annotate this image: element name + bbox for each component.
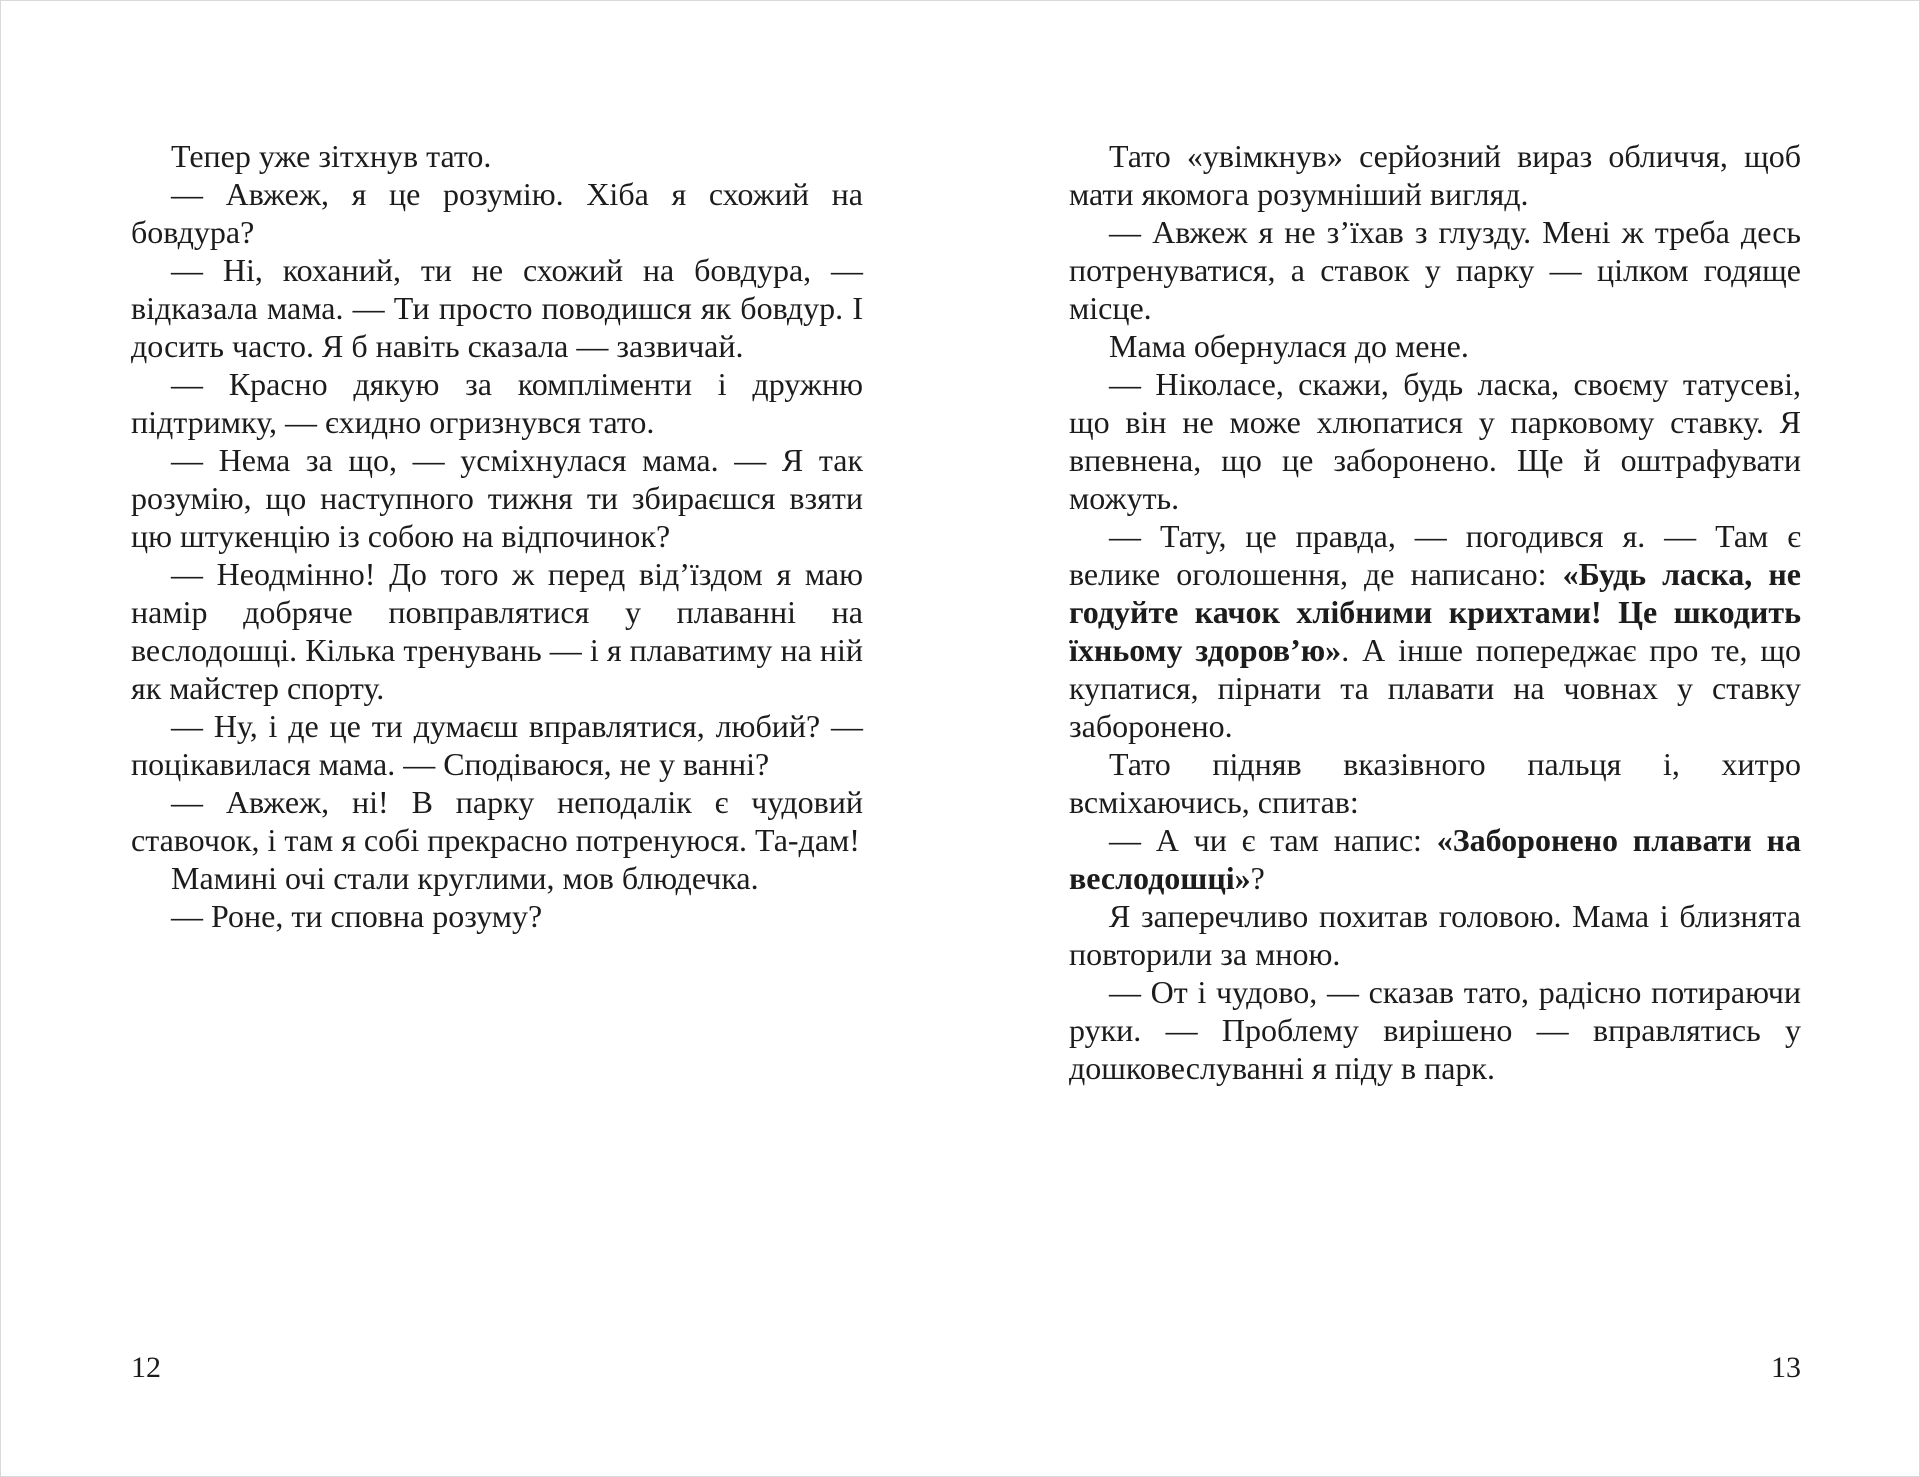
paragraph [131,175,863,251]
page-number-right: 13 [1771,1351,1801,1384]
paragraph [131,365,863,441]
paragraph [131,555,863,707]
paragraph [131,783,863,859]
text-run: — Роне, ти сповна розуму? [171,898,543,934]
text-run: Тепер уже зітхнув тато. [171,138,492,174]
text-run: — Авжеж я не з’їхав з глузду. Мені ж треба десь потренуватися, а ставок у парку — цілком годяще місце. [1069,214,1801,326]
text-run: Мама обернулася до мене. [1109,328,1469,364]
paragraph [1069,517,1801,745]
paragraph [1069,327,1801,365]
paragraph [131,897,863,935]
paragraph [1069,213,1801,327]
text-run: — Красно дякую за компліменти і дружню підтримку, — єхидно огризнувся тато. [131,366,863,440]
text-run: — Тату, це правда, — погодився я. — Там є велике оголошення, де написано: [1069,518,1801,592]
text-run: — От і чудово, — сказав тато, радісно потираючи руки. — Проблему вирішено — вправлятись у дошковеслуванні я піду в парк. [1069,974,1801,1086]
text-run: ? [1250,860,1265,896]
text-run: — Авжеж, я це розумію. Хіба я схожий на бовдура? [131,176,863,250]
text-run: Мамині очі стали круглими, мов блюдечка. [171,860,759,896]
paragraph [131,707,863,783]
paragraph [1069,365,1801,517]
text-run: Я заперечливо похитав головою. Мама і близнята повторили за мною. [1069,898,1801,972]
bold-text-run: «Заборонено плавати на веслодошці» [1069,822,1802,896]
paragraph [1069,137,1801,213]
paragraph [1069,821,1801,897]
bold-text-run: «Будь ласка, не годуйте качок хлібними крихтами! Це шкодить їхньому здоров’ю» [1069,556,1802,668]
text-run: — Ніколасе, скажи, будь ласка, своєму татусеві, що він не може хлюпатися у парковому ставку. Я впевнена, що це заборонено. Ще й оштрафувати можуть. [1069,366,1801,516]
paragraph [1069,973,1801,1087]
text-run: — Нема за що, — усміхнулася мама. — Я так розумію, що наступного тижня ти збираєшся взяти цю штукенцію із собою на відпочинок? [131,442,863,554]
text-run: — Ну, і де це ти думаєш вправлятися, любий? — поцікавилася мама. — Сподіваюся, не у ванні? [131,708,863,782]
paragraph [131,441,863,555]
text-run: — А чи є там напис: [1109,822,1437,858]
page-left-text [131,137,863,935]
text-run: — Неодмінно! До того ж перед від’їздом я маю намір добряче повправлятися у плаванні на веслодошці. Кілька тренувань — і я плаватиму на ній як майстер спорту. [131,556,863,706]
paragraph [131,137,863,175]
text-run: — Ні, коханий, ти не схожий на бовдура, — відказала мама. — Ти просто поводишся як бовдур. І досить часто. Я б навіть сказала — зазвичай. [131,252,863,364]
paragraph [131,859,863,897]
paragraph [1069,897,1801,973]
text-run: Тато підняв вказівного пальця і, хитро всміхаючись, спитав: [1069,746,1801,820]
paragraph [131,251,863,365]
text-run: Тато «увімкнув» серйозний вираз обличчя, щоб мати якомога розумніший вигляд. [1069,138,1801,212]
page-right-text [1069,137,1801,1087]
text-run: . А інше попереджає про те, що купатися, пірнати та плавати на човнах у ставку заборонено. [1069,632,1802,744]
text-run: — Авжеж, ні! В парку неподалік є чудовий ставочок, і там я собі прекрасно потренуюся. Та-дам! [131,784,863,858]
paragraph [1069,745,1801,821]
page-number-left: 12 [131,1351,161,1384]
